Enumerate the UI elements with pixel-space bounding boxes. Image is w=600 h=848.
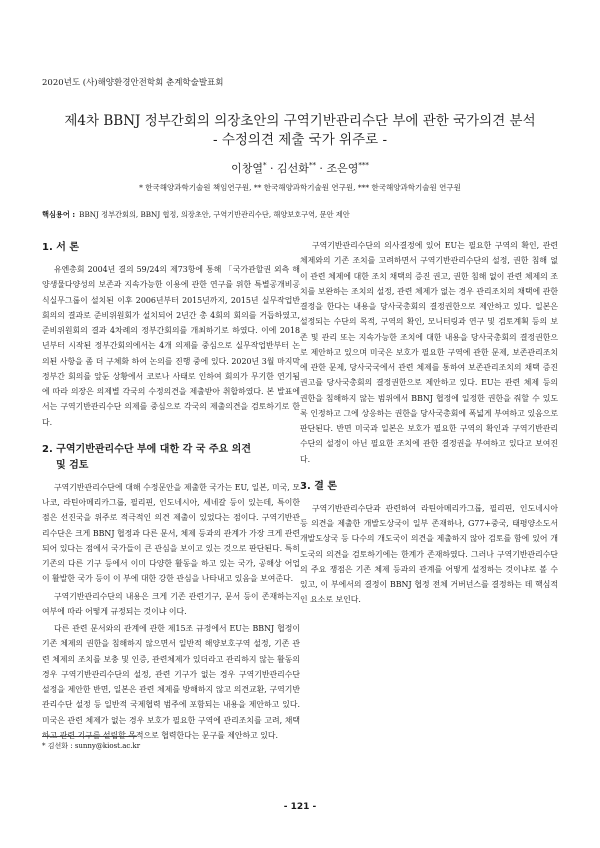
conference-header: 2020년도 (사)해양환경안전학회 춘계학술발표회	[42, 78, 224, 88]
paper-subtitle: - 수정의견 제출 국가 위주로 -	[212, 132, 388, 148]
author-name: 이창열	[231, 162, 264, 175]
paragraph: 구역기반관리수단의 내용은 크게 기존 관련기구, 문서 등이 존재하는지 여부에 따라 어떻게 규정되는 것이냐 이다.	[42, 591, 300, 616]
author-mark: ***	[358, 161, 369, 170]
author-separator: ·	[315, 162, 327, 175]
paragraph: 유엔총회 2004년 결의 59/24의 제73항에 통해 「국가관할권 외측 해양생물다양성의 보존과 지속가능한 이용에 관한 연구를 위한 특별공개비공식실무그룹이 설치된 이후 2006년부터 2015년까지, 2015년 실무작업반 회의의 결과로 준비위원회가 설치되어 2년간 총 4회의 회의를 거듭하였고, 준비위원회의 결과 4차례의 정부간회의를 개최하기로 하였다. 이에 2018년부터 시작된 정부간회의에서는 4개 의제를 중심으로 실무작업반부터 논의된 사항을 좀 더 구체화 하여 논의를 진행 중에 있다. 2020년 3월 마지막 정부간 회의를 앞둔 상황에서 코로나 사태로 인하여 회의가 무기한 연기됨에 따라 의장은 의제별 각국의 수정의견을 제출받아 취합하였다. 본 발표에서는 구역기반관리수단 의제를 중심으로 각국의 제출의견을 검토하기로 한다.	[42, 265, 300, 427]
affiliation: * 한국해양과학기술원 책임연구원, ** 한국해양과학기술원 연구원, *** 한국해양과학기술원 연구원	[139, 183, 461, 192]
section-heading: 3. 결 론	[300, 480, 338, 492]
keywords-text: BBNJ 정부간회의, BBNJ 협정, 의장초안, 구역기반관리수단, 해양보호구역, 문안 제안	[79, 210, 350, 219]
author-mark: **	[308, 161, 316, 170]
right-column	[300, 238, 558, 610]
author-list	[0, 160, 600, 176]
left-column	[42, 238, 300, 743]
page-number: - 121 -	[283, 802, 317, 812]
footnote: * 김선화 : sunny@kiost.ac.kr	[42, 742, 141, 750]
author-mark: *	[263, 161, 267, 170]
section-heading-line: 및 검토	[56, 459, 89, 471]
footnote-rule	[42, 736, 137, 737]
section-heading-line: 2. 구역기반관리수단 부에 대한 각 국 주요 의견	[42, 443, 252, 455]
section-heading: 1. 서 론	[42, 242, 80, 253]
section-heading	[42, 442, 300, 474]
paragraph: 구역기반관리수단과 관련하여 라틴아메리카그룹, 필리핀, 인도네시아 등 의견을 제출한 개발도상국이 일부 존재하나, G77+중국, 태평양소도서개발도상국 등 다수의 개도국이 의견을 제출하지 않아 검토를 함에 있어 개도국의 의견을 검토하기에는 한계가 존재하였다. 그러나 구역기반관리수단의 주요 쟁점은 기존 체제 등과의 관계를 어떻게 설정하는 것이냐로 볼 수 있고, 이 부에서의 결정이 BBNJ 협정 전체 거버넌스를 결정하는 데 핵심적인 요소로 보인다.	[300, 503, 558, 605]
author-separator: ·	[266, 162, 278, 175]
author-name: 조은영	[326, 162, 359, 175]
paragraph: 다른 관련 문서와의 관계에 관한 제15조 규정에서 EU는 BBNJ 협정이 기존 체제의 권한을 침해하지 않으면서 일반적 해양보호구역 설정, 기존 관련 체제의 조치를 보충 및 인증, 관련체제가 있더라고 관리하지 않는 활동의 경우 구역기반관리수단의 설정, 관련 기구가 없는 경우 구역기반관리수단 설정을 제안한 반면, 일본은 관련 체제를 방해하지 않고 의견교환, 구역기반관리수단 설정 등 일반적 국제협력 범주에 포함되는 내용을 제안하고 있다. 미국은 관련 체제가 없는 경우 보호가 필요한 구역에 관리조치를 고려, 채택하고 관련 기구를 설립할 목적으로 협력한다는 문구를 제안하고 있다.	[42, 624, 300, 740]
keywords	[42, 210, 350, 220]
paragraph: 구역기반관리수단에 대해 수정문안을 제출한 국가는 EU, 일본, 미국, 모나코, 라틴아메리카그룹, 필리핀, 인도네시아, 세네갈 등이 있는데, 특이한 점은 선진국을 위주로 적극적인 의견 제출이 있었다는 점이다. 구역기반관리수단은 크게 BBNJ 협정과 다른 문서, 체제 등과의 관계가 가장 크게 관련되어 있다는 점에서 국가들이 큰 관심을 보이고 있는 것으로 판단된다. 특히 기존의 다른 기구 등에서 이미 다양한 활동을 하고 있는 국가, 공해상 어업이 활발한 국가 등이 이 부에 대한 강한 관심을 나타내고 있음을 보여준다.	[42, 482, 300, 584]
paper-title: 제4차 BBNJ 정부간회의 의장초안의 구역기반관리수단 부에 관한 국가의견 분석	[64, 113, 536, 129]
author-name: 김선화	[277, 162, 309, 175]
paragraph: 구역기반관리수단의 의사결정에 있어 EU는 필요한 구역의 확인, 관련 체제와의 기존 조치를 고려하면서 구역기반관리수단의 설정, 권한 침해 없이 관련 체제에 대한 조치 채택의 증진 권고, 권한 침해 없이 관련 체제의 조치를 보완하는 조치의 설정, 관련 체제가 없는 경우 관리조치의 채택에 관한 결정을 한다는 내용을 당사국총회의 결정권한으로 제안하고 있다. 일본은 설정되는 수단의 목적, 구역의 확인, 모니터링과 연구 및 검토계획 등의 보존 및 관리 또는 지속가능한 조치에 대한 내용을 당사국총회의 결정권한으로 제안하고 있으며 미국은 보호가 필요한 구역에 관한 문제, 보존관리조치에 관한 문제, 당사국국에서 관련 체제를 통하여 보존관리조치의 채택 증진 권고를 당사국총회의 결정권한으로 제안하고 있다. EU는 관련 체제 등의 권한을 침해하지 않는 범위에서 BBNJ 협정에 일정한 권한을 줘할 수 있도록 인정하고 그에 상응하는 권한을 당사국총회에 폭넓게 부여하고 있음으로 판단된다. 반면 미국과 일본은 보호가 필요한 구역의 확인과 구역기반관리수단의 설정이 아닌 필요한 조치에 관한 결정권을 부여하고 있다고 보여진다.	[300, 241, 558, 464]
keywords-label: 핵심용어 :	[42, 210, 76, 219]
